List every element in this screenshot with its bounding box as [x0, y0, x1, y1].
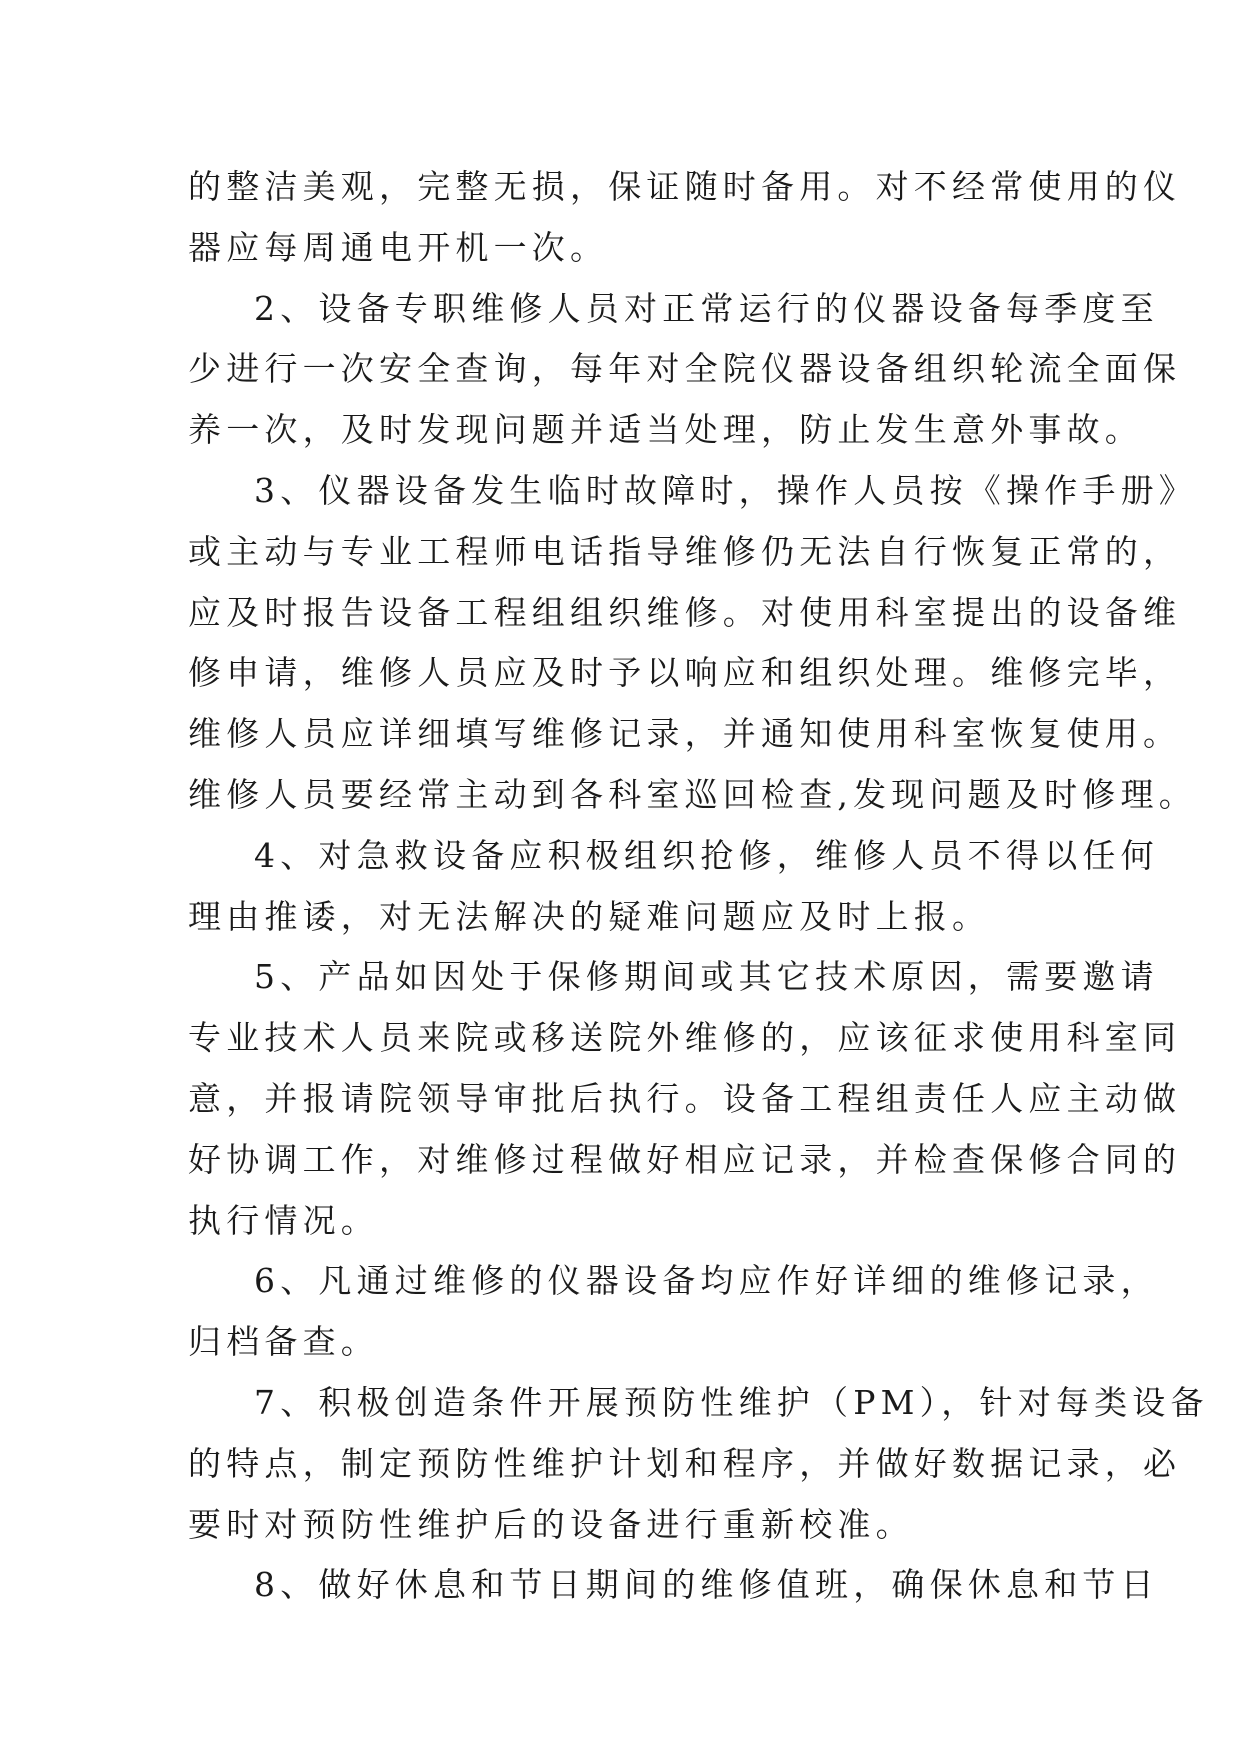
paragraph-start-line: 4、对急救设备应积极组织抢修，维修人员不得以任何	[254, 835, 1159, 875]
text-line: 器应每周通电开机一次。	[188, 227, 609, 267]
paragraph-start-line: 5、产品如因处于保修期间或其它技术原因，需要邀请	[254, 957, 1159, 997]
paragraph-start-line: 3、仪器设备发生临时故障时，操作人员按《操作手册》	[254, 470, 1197, 510]
text-line: 好协调工作，对维修过程做好相应记录，并检查保修合同的	[188, 1139, 1182, 1179]
text-line: 维修人员要经常主动到各科室巡回检查,发现问题及时修理。	[188, 774, 1197, 814]
text-line: 的特点，制定预防性维护计划和程序，并做好数据记录，必	[188, 1443, 1182, 1483]
paragraph-start-line: 6、凡通过维修的仪器设备均应作好详细的维修记录，	[254, 1261, 1159, 1301]
text-line: 专业技术人员来院或移送院外维修的，应该征求使用科室同	[188, 1018, 1182, 1058]
text-line: 修申请，维修人员应及时予以响应和组织处理。维修完毕，	[188, 653, 1182, 693]
text-line: 少进行一次安全查询，每年对全院仪器设备组织轮流全面保	[188, 349, 1182, 389]
text-line: 执行情况。	[188, 1200, 379, 1240]
text-line: 归档备查。	[188, 1322, 379, 1362]
paragraph-start-line: 7、积极创造条件开展预防性维护（PM），针对每类设备	[254, 1382, 1209, 1422]
text-line: 养一次，及时发现问题并适当处理，防止发生意外事故。	[188, 410, 1143, 450]
text-line: 或主动与专业工程师电话指导维修仍无法自行恢复正常的，	[188, 531, 1182, 571]
text-line: 维修人员应详细填写维修记录，并通知使用科室恢复使用。	[188, 714, 1182, 754]
text-line: 的整洁美观，完整无损，保证随时备用。对不经常使用的仪	[188, 167, 1182, 206]
text-line: 要时对预防性维护后的设备进行重新校准。	[188, 1504, 914, 1544]
paragraph-start-line: 2、设备专职维修人员对正常运行的仪器设备每季度至	[254, 288, 1159, 328]
document-body	[188, 157, 1209, 1616]
text-line: 理由推诿，对无法解决的疑难问题应及时上报。	[188, 896, 991, 936]
text-line: 应及时报告设备工程组组织维修。对使用科室提出的设备维	[188, 592, 1182, 632]
paragraph-start-line: 8、做好休息和节日期间的维修值班，确保休息和节日	[254, 1565, 1159, 1605]
text-line: 意，并报请院领导审批后执行。设备工程组责任人应主动做	[188, 1078, 1182, 1118]
